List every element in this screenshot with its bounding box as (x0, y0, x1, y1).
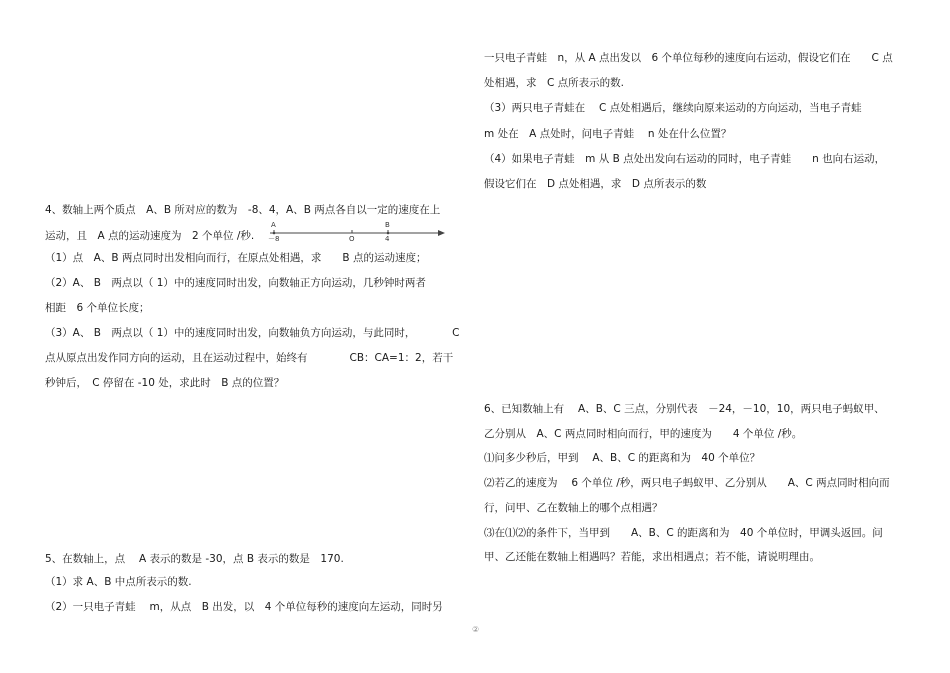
problem5-line-3: （2）一只电子青蛙 m，从点 B 出发，以 4 个单位每秒的速度向左运动，同时另 (45, 601, 443, 613)
problem5-line-1: 5、在数轴上，点 A 表示的数是 -30，点 B 表示的数是 170. (45, 553, 344, 565)
problem4-line-7: 点从原点出发作同方向的运动，且在运动过程中，始终有 CB：CA=1：2，若干 (45, 352, 454, 364)
number-line-tick-neg8: －8 (268, 235, 280, 243)
problem6-line-1: 6、已知数轴上有 A、B、C 三点，分别代表 －24，－10，10，两只电子蚂蚁甲、 (484, 403, 885, 415)
number-line-label-b: B (385, 221, 390, 229)
right-top-line-3: （3）两只电子青蛙在 C 点处相遇后，继续向原来运动的方向运动，当电子青蛙 (484, 102, 862, 114)
number-line-tick-origin: O (349, 235, 355, 243)
right-top-line-5: （4）如果电子青蛙 m 从 B 点处出发向右运动的同时，电子青蛙 n 也向右运动， (484, 153, 886, 165)
problem6-line-5: 行，问甲、乙在数轴上的哪个点相遇？ (484, 502, 663, 514)
number-line-svg (268, 221, 448, 245)
right-top-line-4: m 处在 A 点处时，问电子青蛙 n 处在什么位置？ (484, 128, 732, 140)
problem6-line-4: ⑵若乙的速度为 6 个单位 /秒，两只电子蚂蚁甲、乙分别从 A、C 两点同时相向而 (484, 477, 890, 489)
right-top-line-2: 处相遇，求 C 点所表示的数. (484, 77, 625, 89)
problem4-line-2: 运动，且 A 点的运动速度为 2 个单位 /秒. (45, 230, 255, 242)
problem5-line-2: （1）求 A、B 中点所表示的数. (45, 576, 192, 588)
right-top-line-6: 假设它们在 D 点处相遇，求 D 点所表示的数 (484, 178, 707, 190)
page-number: ② (472, 625, 480, 634)
problem6-line-6: ⑶在⑴⑵的条件下，当甲到 A、B、C 的距离和为 40 个单位时，甲调头返回。问 (484, 527, 883, 539)
number-line-tick-4: 4 (385, 235, 390, 243)
number-line-label-a: A (271, 221, 276, 229)
problem4-line-4: （2）A、 B 两点以（ 1）中的速度同时出发，向数轴正方向运动，几秒钟时两者 (45, 277, 426, 289)
problem4-line-3: （1）点 A、B 两点同时出发相向而行，在原点处相遇，求 B 点的运动速度； (45, 252, 427, 264)
problem4-line-1: 4、数轴上两个质点 A、B 所对应的数为 -8、4，A、B 两点各自以一定的速度在上 (45, 204, 441, 216)
right-top-line-1: 一只电子青蛙 n，从 A 点出发以 6 个单位每秒的速度向右运动，假设它们在 C 点 (484, 52, 893, 64)
problem6-line-3: ⑴问多少秒后，甲到 A、B、C 的距离和为 40 个单位？ (484, 452, 761, 464)
problem6-line-2: 乙分别从 A、C 两点同时相向而行，甲的速度为 4 个单位 /秒。 (484, 428, 803, 440)
problem4-line-5: 相距 6 个单位长度； (45, 302, 150, 314)
problem6-line-7: 甲、乙还能在数轴上相遇吗？若能，求出相遇点；若不能，请说明理由。 (484, 551, 820, 563)
problem4-line-8: 秒钟后， C 停留在 -10 处，求此时 B 点的位置？ (45, 377, 285, 389)
number-line-figure (268, 221, 448, 245)
problem4-line-6: （3）A、 B 两点以（ 1）中的速度同时出发，向数轴负方向运动，与此同时， C (45, 327, 460, 339)
